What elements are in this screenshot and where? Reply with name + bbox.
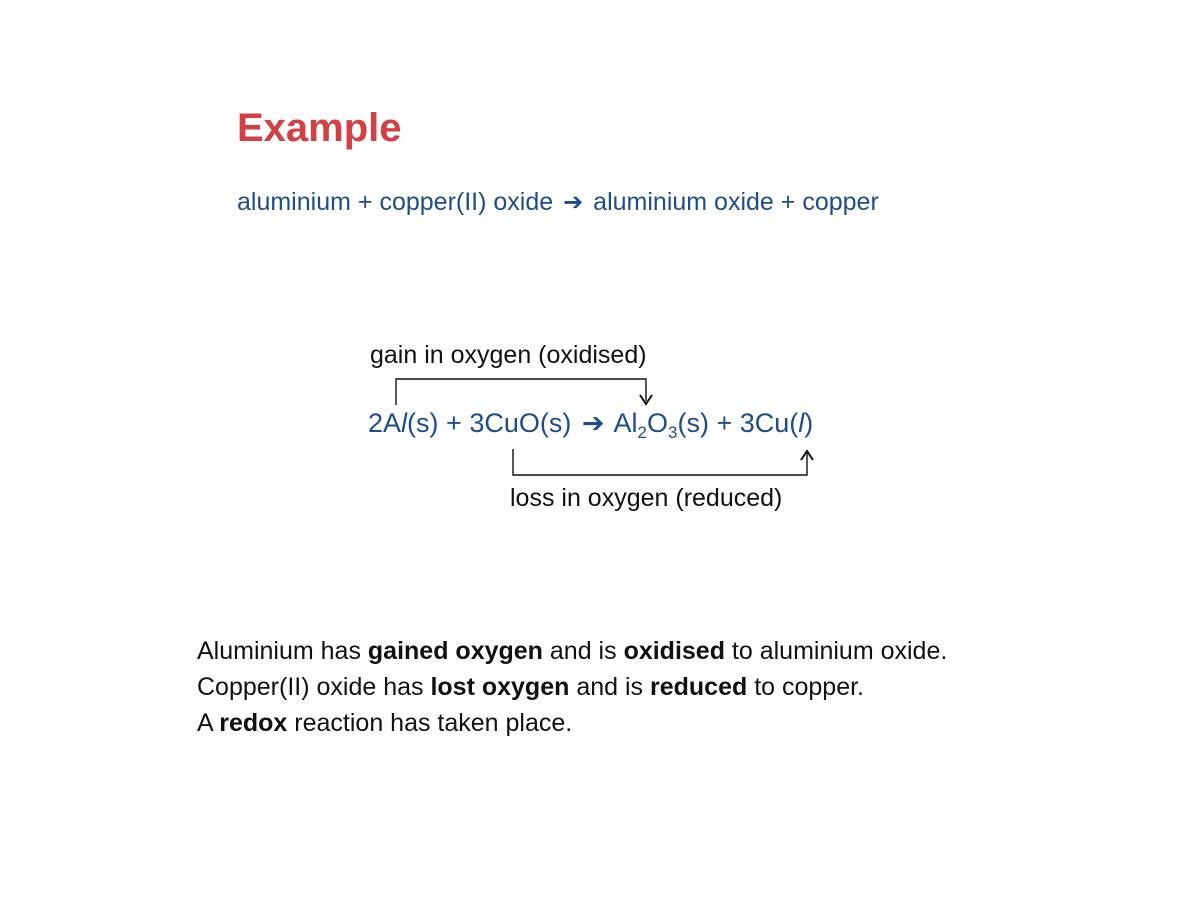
reduction-bracket: [513, 449, 807, 475]
aluminium-oxide-formula: $Al_2O_3(s)$: [613, 408, 709, 442]
word-reactant-aluminium: aluminium: [237, 188, 351, 216]
loss-in-oxygen-label: loss in oxygen (reduced): [510, 484, 783, 512]
symbol-reaction-arrow-icon: ➔: [581, 408, 605, 438]
copper-oxide-formula: 3CuO(s): [469, 408, 572, 438]
gain-in-oxygen-label: gain in oxygen (oxidised): [370, 341, 647, 369]
word-reactant-copper-oxide: copper(II) oxide: [379, 188, 554, 216]
oxidation-bracket: [396, 379, 646, 405]
summary-text: [197, 633, 947, 741]
symbol-equation: [368, 408, 814, 442]
summary-line-copper-oxide: Copper(II) oxide has lost oxygen and is reduced to copper.: [197, 673, 864, 701]
slide-title: Example: [237, 106, 402, 150]
word-product-aluminium-oxide: aluminium oxide: [593, 188, 774, 216]
word-equation: [237, 190, 879, 215]
reaction-arrow-icon: ➔: [563, 189, 584, 216]
summary-line-aluminium: Aluminium has gained oxygen and is oxidised to aluminium oxide.: [197, 637, 948, 665]
summary-line-redox: A redox reaction has taken place.: [197, 709, 573, 737]
word-plus-sign: +: [357, 188, 373, 216]
symbol-plus-sign: +: [716, 408, 733, 438]
oxidation-arrowhead-icon: [640, 395, 652, 404]
word-product-copper: copper: [802, 188, 879, 216]
reduction-arrowhead-icon: [801, 451, 813, 460]
word-plus-sign: +: [780, 188, 796, 216]
aluminium-formula: 2Al(s): [368, 408, 439, 438]
symbol-plus-sign: +: [446, 408, 462, 438]
copper-formula: 3Cu(l): [739, 408, 814, 438]
